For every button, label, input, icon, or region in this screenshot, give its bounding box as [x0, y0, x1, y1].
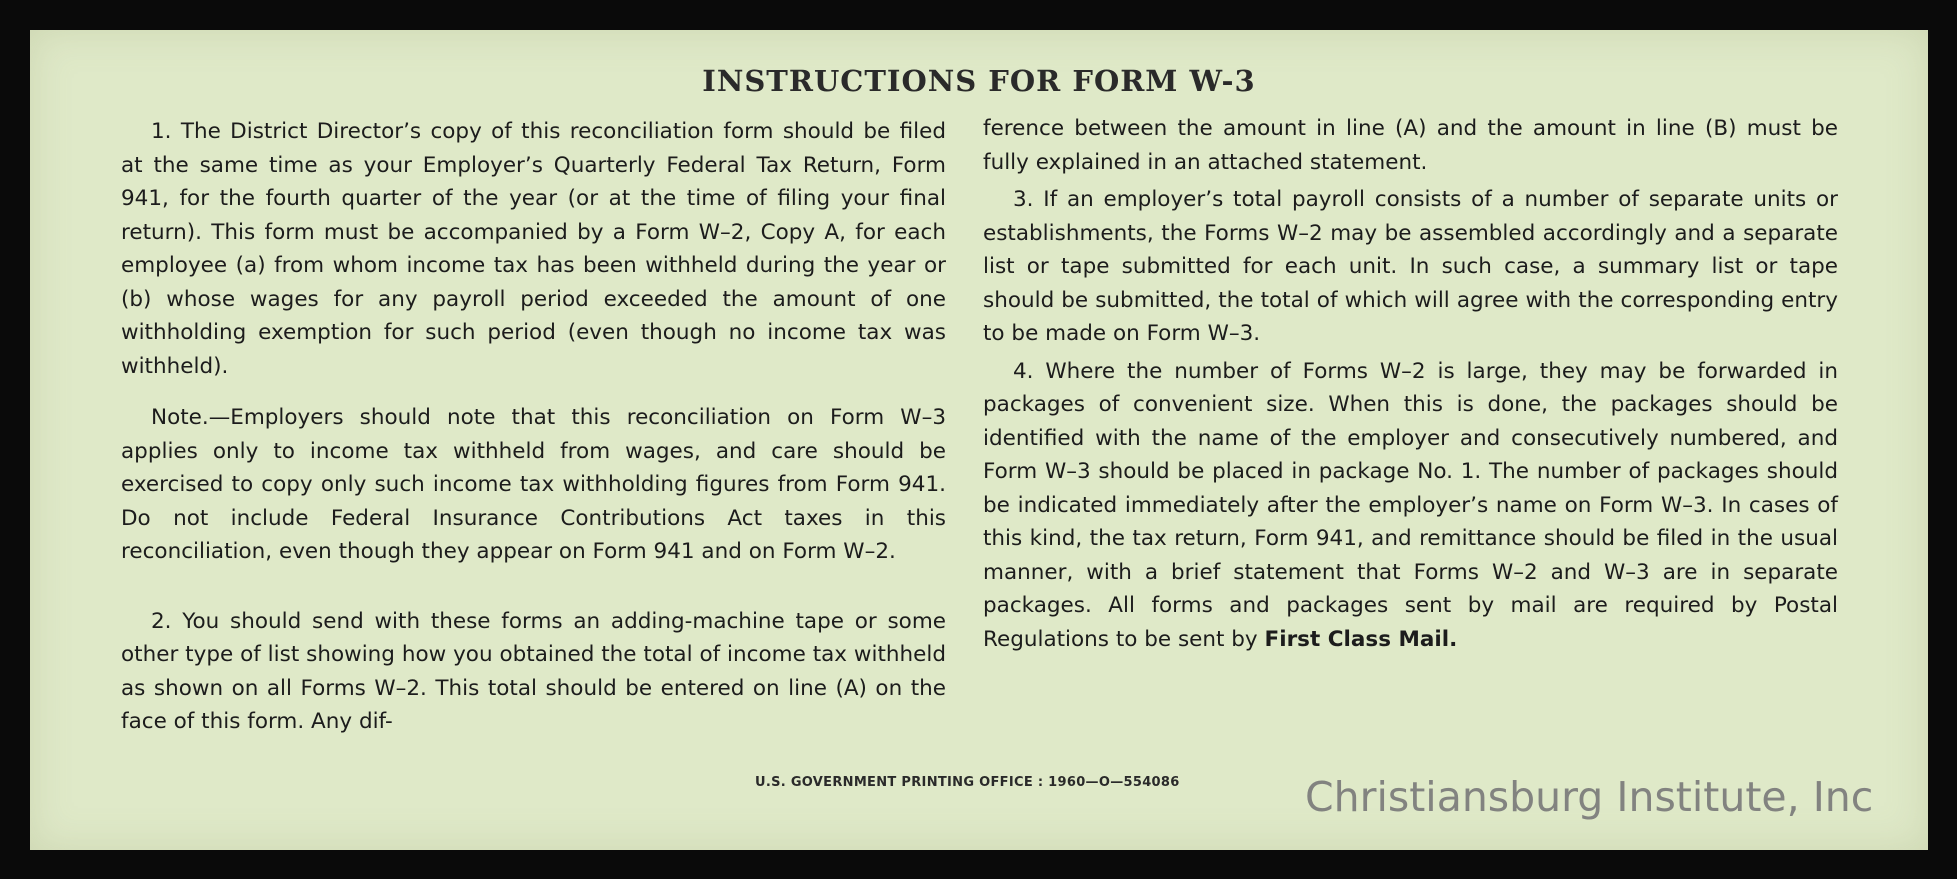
instruction-paragraph-4-text: 4. Where the number of Forms W–2 is large, they may be forwarded in packages of convenient size. When this is done, the packages should be identified with the name of the employer and consecutively numbered, and Form W–3 should be placed in package No. 1. The number of packages should be indicated immediately after the employer’s name on Form W–3. In cases of this kind, the tax return, Form 941, and remittance should be filed in the usual manner, with a brief statement that Forms W–2 and W–3 are in separate packages. All forms and packages sent by mail are required by Postal Regulations to be sent by [983, 358, 1838, 652]
left-column [121, 115, 946, 739]
printing-office-footer: U.S. GOVERNMENT PRINTING OFFICE : 1960—O—554086 [755, 775, 1180, 790]
instruction-paragraph-2-continued: ference between the amount in line (A) and the amount in line (B) must be fully explained in an attached statement. [983, 116, 1838, 175]
watermark-text: Christiansburg Institute, Inc [1305, 773, 1874, 821]
document-title: INSTRUCTIONS FOR FORM W-3 [702, 64, 1256, 98]
note-paragraph: Note.—Employers should note that this reconciliation on Form W–3 applies only to income tax withheld from wages, and care should be exercised to copy only such income tax withholding figures from Form 941. Do not include Federal Insurance Contributions Act taxes in this reconciliation, even though they appear on Form 941 and on Form W–2. [121, 405, 946, 564]
form-instructions-card [30, 30, 1928, 850]
instruction-paragraph-1: 1. The District Director’s copy of this reconciliation form should be filed at the same time as your Employer’s Quarterly Federal Tax Return, Form 941, for the fourth quarter of the year (or at the time of filing your final return). This form must be accompanied by a Form W–2, Copy A, for each employee (a) from whom income tax has been withheld during the year or (b) whose wages for any payroll period exceeded the amount of one withholding exemption for such period (even though no income tax was withheld). [121, 119, 946, 379]
instruction-paragraph-3: 3. If an employer’s total payroll consists of a number of separate units or establishments, the Forms W–2 may be assembled accordingly and a separate list or tape submitted for each unit. In such case, a summary list or tape should be submitted, the total of which will agree with the corresponding entry to be made on Form W–3. [983, 187, 1838, 346]
instruction-paragraph-2: 2. You should send with these forms an adding-machine tape or some other type of list showing how you obtained the total of income tax withheld as shown on all Forms W–2. This total should be entered on line (A) on the face of this form. Any dif- [121, 608, 946, 734]
instruction-paragraph-4 [983, 355, 1838, 657]
first-class-mail-text: First Class Mail. [1264, 626, 1458, 652]
right-column [983, 112, 1838, 656]
